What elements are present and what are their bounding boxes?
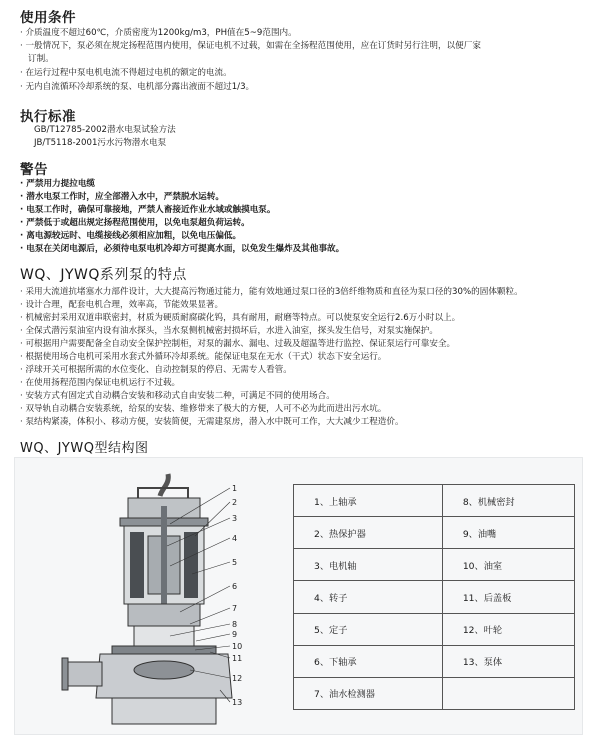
part-cell: 12、叶轮 xyxy=(442,613,574,645)
section-title-features: WQ、JYWQ系列泵的特点 xyxy=(20,267,187,283)
condition-line-3: 订制。 xyxy=(28,54,54,64)
warning-line-1: · 严禁用力提拉电缆 xyxy=(20,179,96,189)
oil-chamber-part xyxy=(134,626,194,646)
callout-1: 1 xyxy=(232,484,238,493)
table-row xyxy=(294,581,575,613)
feature-line-5: · 可根据用户需要配备全自动安全保护控制柜，对泵的漏水、漏电、过载及超温等进行监控、保证泵运行可靠安全。 xyxy=(20,339,456,349)
stator-right-part xyxy=(184,532,198,598)
feature-line-1: · 采用大流道抗堵塞水力部件设计，大大提高污物通过能力，能有效地通过泵口径的3倍纤维物质和直径为泵口径的30%的固体颗粒。 xyxy=(20,287,523,297)
table-row xyxy=(294,549,575,581)
feature-line-3: · 机械密封采用双道串联密封，材质为硬质耐腐碳化钨，具有耐用，耐磨等特点。可以使泵安全运行2.6万小时以上。 xyxy=(20,313,461,323)
condition-line-4: · 在运行过程中泵电机电流不得超过电机的额定的电流。 xyxy=(20,68,232,78)
warning-line-5: · 离电源较远时、电缆接线必须相应加粗，以免电压偏低。 xyxy=(20,231,242,241)
callout-5: 5 xyxy=(232,558,238,567)
part-cell: 3、电机轴 xyxy=(294,549,443,581)
cable-part xyxy=(160,474,168,496)
pump-structure-diagram xyxy=(20,466,270,731)
part-cell: 7、油水检测器 xyxy=(294,677,443,709)
part-cell: 2、热保护器 xyxy=(294,517,443,549)
condition-line-1: · 介质温度不超过60℃，介质密度为1200kg/m3，PH值在5~9范围内。 xyxy=(20,28,297,38)
condition-line-2: · 一般情况下，泵必须在规定扬程范围内使用，保证电机不过载，如需在全扬程范围使用，应在订货时另行注明，以便厂家 xyxy=(20,41,481,51)
part-cell: 13、泵体 xyxy=(442,645,574,677)
feature-line-7: · 浮球开关可根据所需的水位变化、自动控制泵的停启、无需专人看管。 xyxy=(20,365,292,375)
part-cell: 8、机械密封 xyxy=(442,485,574,517)
feature-line-9: · 安装方式有固定式自动耦合安装和移动式自由安装二种，可满足不同的使用场合。 xyxy=(20,391,335,401)
section-title-conditions: 使用条件 xyxy=(20,10,76,26)
impeller-part xyxy=(134,661,194,679)
discharge-outlet-part xyxy=(66,662,102,686)
callout-11: 11 xyxy=(232,654,243,663)
table-row xyxy=(294,613,575,645)
callout-10: 10 xyxy=(232,642,243,651)
warning-line-6: · 电泵在关闭电源后，必须待电泵电机冷却方可提离水面，以免发生爆炸及其他事故。 xyxy=(20,244,345,254)
part-cell-empty xyxy=(442,677,574,709)
standard-line-1: GB/T12785-2002潜水电泵试验方法 xyxy=(34,125,176,135)
part-cell: 4、转子 xyxy=(294,581,443,613)
callout-12: 12 xyxy=(232,674,243,683)
callout-6: 6 xyxy=(232,582,238,591)
callout-4: 4 xyxy=(232,534,238,543)
callout-9: 9 xyxy=(232,630,238,639)
warning-line-3: · 电泵工作时，确保可靠接地，严禁人畜接近作业水域或触摸电泵。 xyxy=(20,205,276,215)
callout-8: 8 xyxy=(232,620,238,629)
feature-line-8: · 在使用扬程范围内保证电机运行不过载。 xyxy=(20,378,181,388)
part-cell: 6、下轴承 xyxy=(294,645,443,677)
callout-2: 2 xyxy=(232,498,238,507)
callout-13: 13 xyxy=(232,698,243,707)
parts-legend-table xyxy=(293,484,575,710)
warning-line-4: · 严禁低于或超出规定扬程范围使用，以免电泵超负荷运转。 xyxy=(20,218,250,228)
back-plate-part xyxy=(112,646,216,654)
feature-line-10: · 双导轨自动耦合安装系统，给泵的安装、维修带来了极大的方便，人可不必为此而进出污水坑。 xyxy=(20,404,387,414)
feature-line-4: · 全保式潜污泵油室内设有油水探头，当水泵侧机械密封损坏后，水进入油室，探头发生信号，对泵实施保护。 xyxy=(20,326,438,336)
section-title-warnings: 警告 xyxy=(20,162,48,178)
part-cell: 11、后盖板 xyxy=(442,581,574,613)
outlet-flange-part xyxy=(62,658,68,690)
base-part xyxy=(112,698,216,724)
section-title-standards: 执行标准 xyxy=(20,109,76,125)
table-row xyxy=(294,485,575,517)
condition-line-5: · 无内自流循环冷却系统的泵、电机部分露出液面不超过1/3。 xyxy=(20,82,255,92)
part-cell: 9、油嘴 xyxy=(442,517,574,549)
warning-line-2: · 潜水电泵工作时，应全部潜入水中，严禁脱水运转。 xyxy=(20,192,224,202)
table-row xyxy=(294,517,575,549)
callout-3: 3 xyxy=(232,514,238,523)
feature-line-11: · 泵结构紧凑，体积小、移动方便，安装简便，无需建泵房，潜入水中既可工作，大大减少工程造价。 xyxy=(20,417,404,427)
section-title-structure: WQ、JYWQ型结构图 xyxy=(20,441,149,456)
part-cell: 1、上轴承 xyxy=(294,485,443,517)
table-row xyxy=(294,677,575,709)
stator-left-part xyxy=(130,532,144,598)
part-cell: 5、定子 xyxy=(294,613,443,645)
callout-7: 7 xyxy=(232,604,238,613)
feature-line-6: · 根据使用场合电机可采用水套式外循环冷却系统。能保证电泵在无水（干式）状态下安全运行。 xyxy=(20,352,387,362)
table-row xyxy=(294,645,575,677)
part-cell: 10、油室 xyxy=(442,549,574,581)
feature-line-2: · 设计合理，配套电机合理，效率高，节能效果显著。 xyxy=(20,300,224,310)
standard-line-2: JB/T5118-2001污水污物潜水电泵 xyxy=(34,138,167,148)
